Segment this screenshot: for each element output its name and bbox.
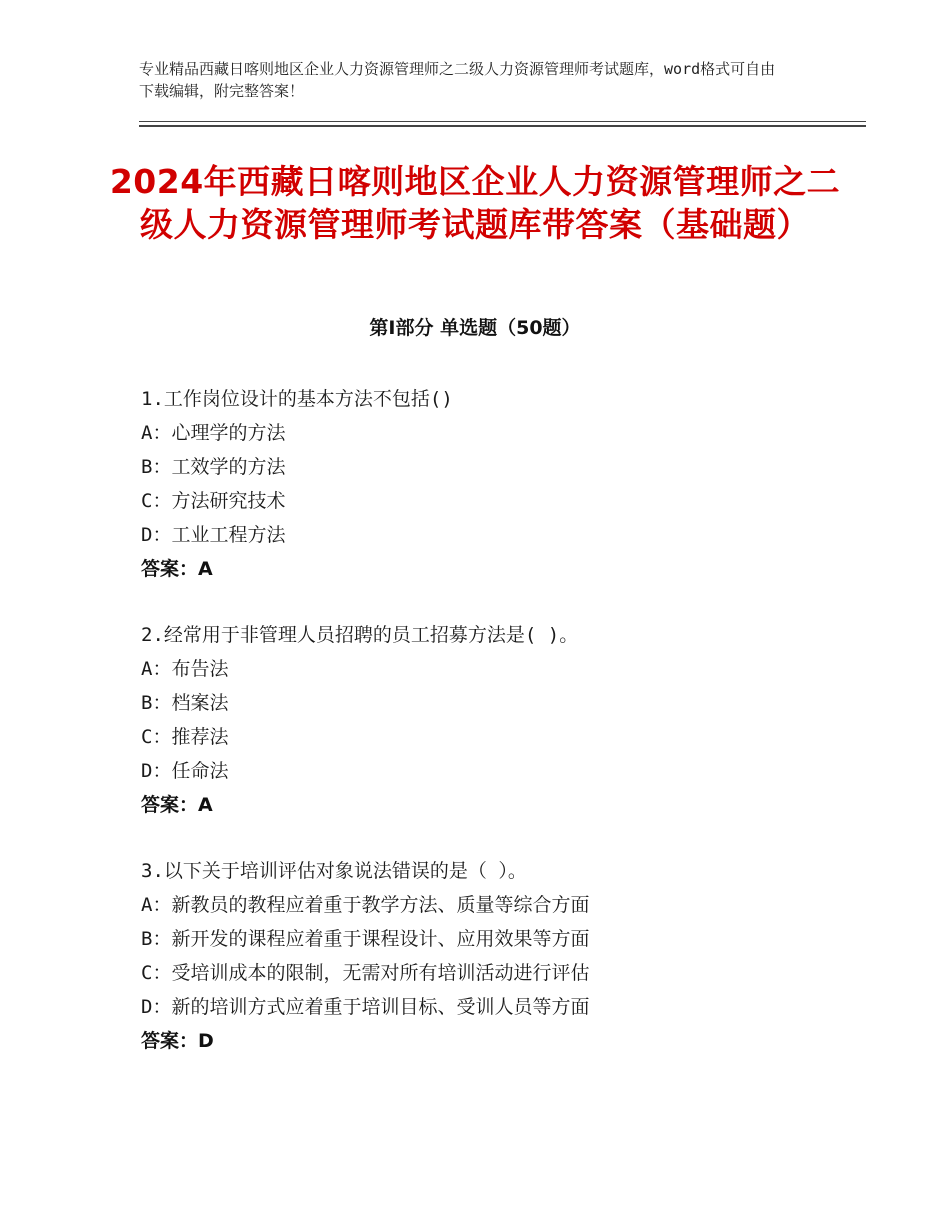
option-d: D：新的培训方式应着重于培训目标、受训人员等方面 [141, 996, 590, 1018]
option-d: D：任命法 [141, 760, 229, 782]
option-b: B：档案法 [141, 692, 229, 714]
option-c: C：受培训成本的限制，无需对所有培训活动进行评估 [141, 962, 590, 984]
answer-line: 答案：D [141, 1030, 214, 1052]
option-a: A：布告法 [141, 658, 229, 680]
question-stem: 2.经常用于非管理人员招聘的员工招募方法是( )。 [141, 624, 579, 646]
section-title: 第Ⅰ部分 单选题（50题） [369, 317, 581, 339]
question-stem: 1.工作岗位设计的基本方法不包括() [141, 388, 453, 410]
option-a: A：新教员的教程应着重于教学方法、质量等综合方面 [141, 894, 590, 916]
answer-line: 答案：A [141, 558, 213, 580]
question-item [141, 854, 841, 1058]
question-item [141, 382, 841, 586]
option-c: C：方法研究技术 [141, 490, 286, 512]
option-a: A：心理学的方法 [141, 422, 286, 444]
option-c: C：推荐法 [141, 726, 229, 748]
header-divider-thick [139, 125, 866, 127]
option-d: D：工业工程方法 [141, 524, 286, 546]
answer-line: 答案：A [141, 794, 213, 816]
option-b: B：新开发的课程应着重于课程设计、应用效果等方面 [141, 928, 590, 950]
header-divider-thin [139, 121, 866, 122]
question-list [141, 382, 841, 1090]
question-item [141, 618, 841, 822]
option-b: B：工效学的方法 [141, 456, 286, 478]
question-stem: 3.以下关于培训评估对象说法错误的是（ ）。 [141, 860, 527, 882]
header-note: 专业精品西藏日喀则地区企业人力资源管理师之二级人力资源管理师考试题库，word格式可自由下载编辑，附完整答案！ [139, 60, 776, 100]
document-title: 2024年西藏日喀则地区企业人力资源管理师之二级人力资源管理师考试题库带答案（基础题） [109, 162, 841, 244]
